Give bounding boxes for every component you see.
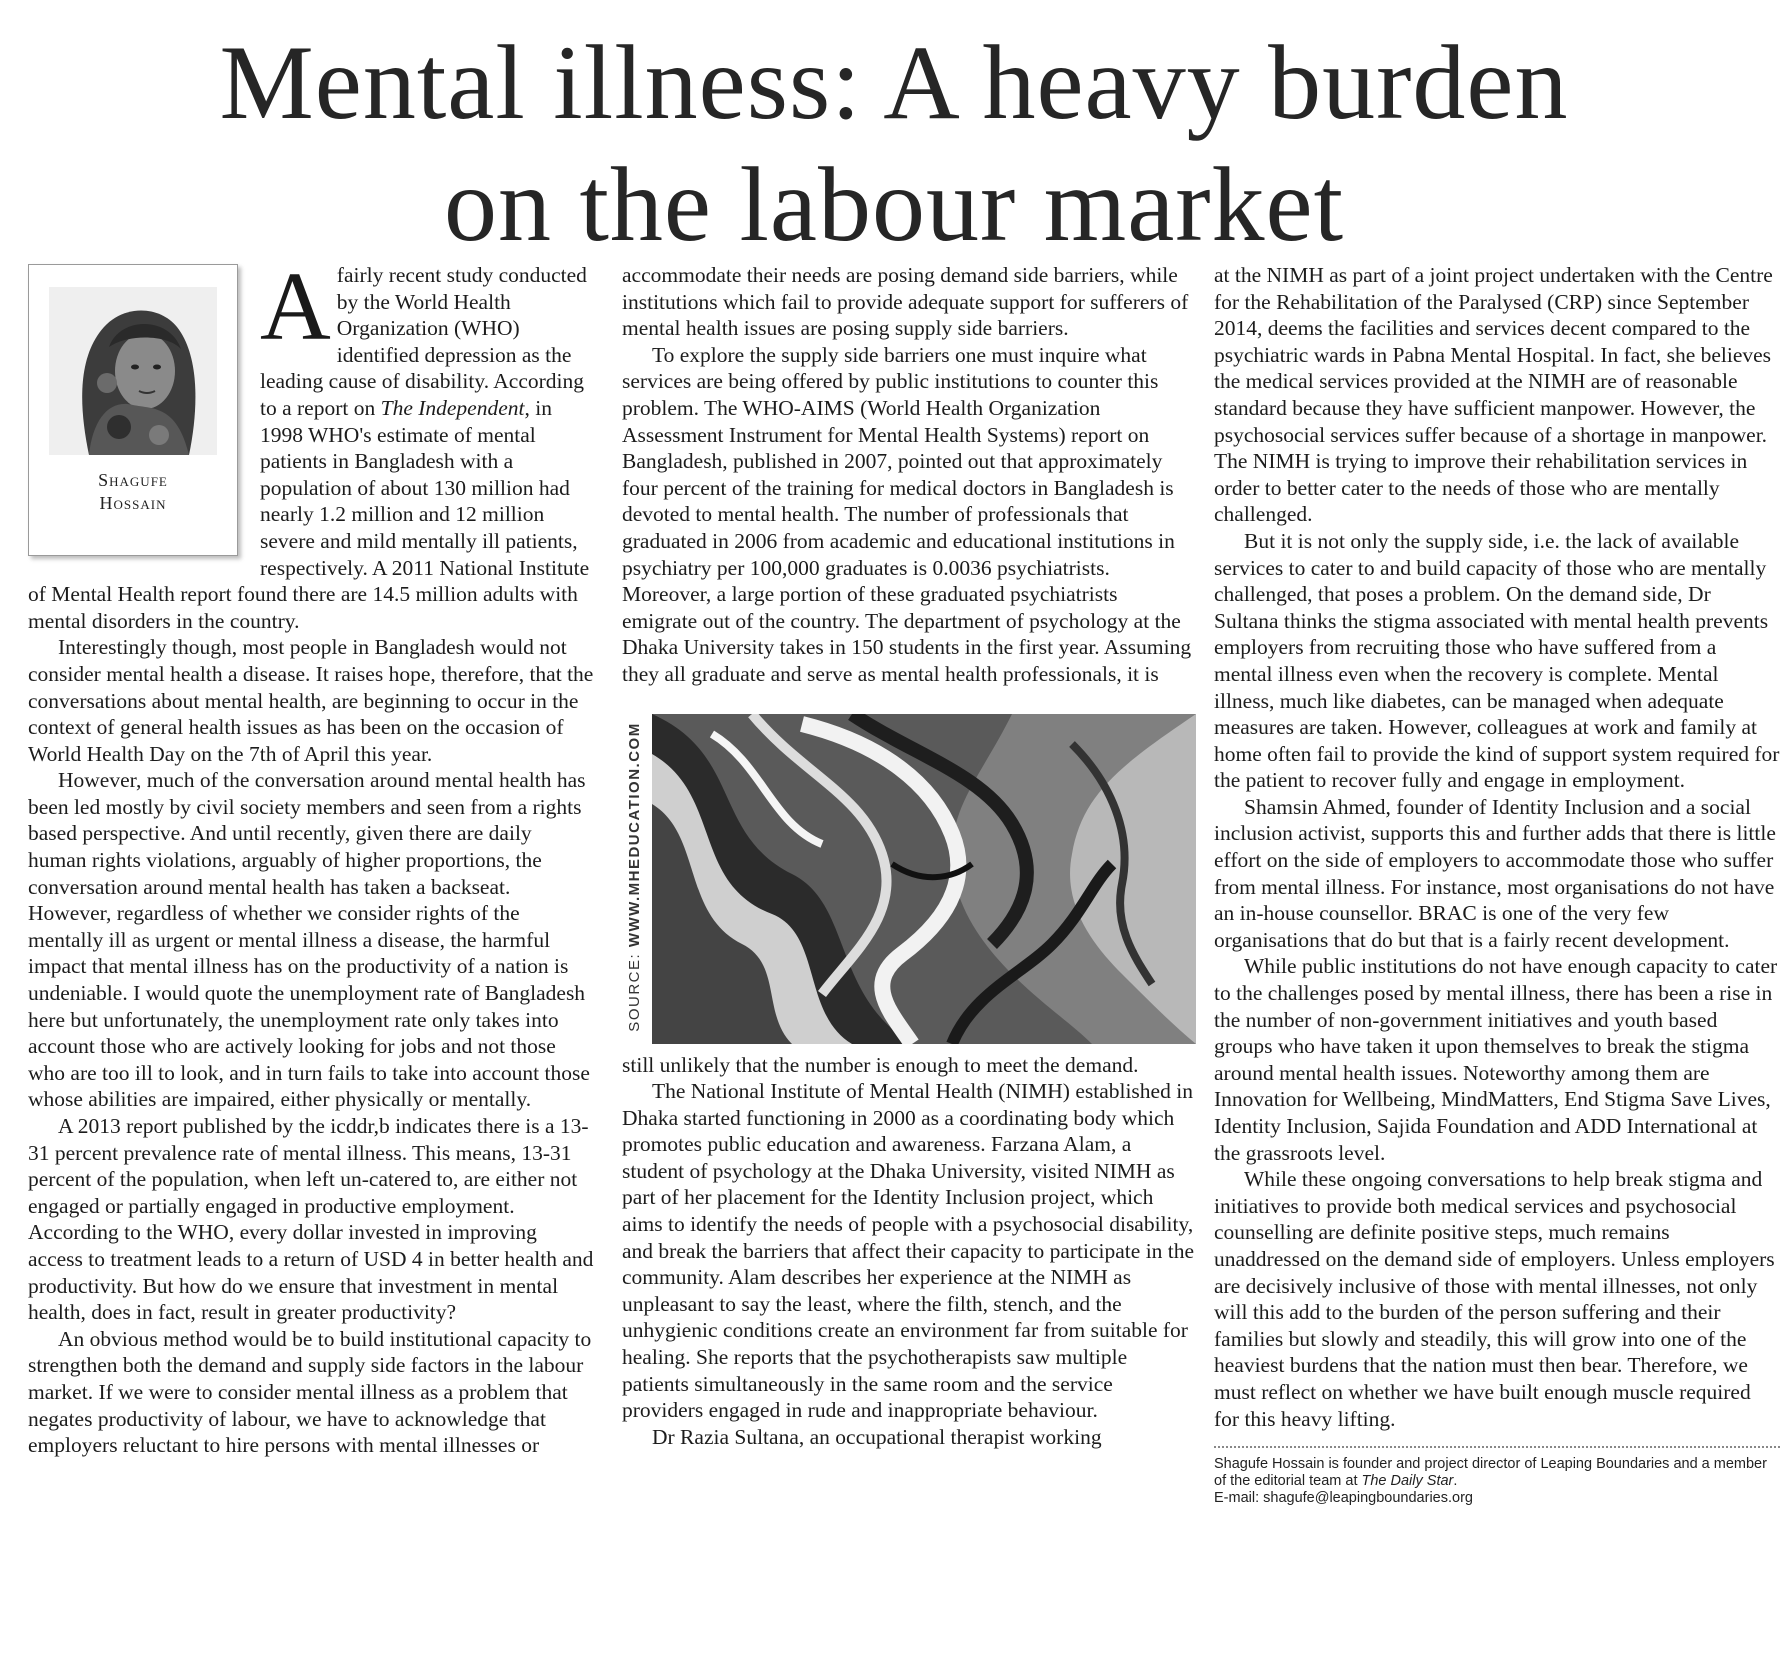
paragraph: An obvious method would be to build institutional capacity to strengthen both the demand and supply side factors in the labour market. If we were to consider mental illness as a problem that negates productivity of labour, we have to acknowledge that employers reluctant to hire persons with mental illnesses or [28, 1326, 592, 1458]
paragraph: The National Institute of Mental Health (NIMH) established in Dhaka started functioning in 2000 as a coordinating body which promotes public education and awareness. Farzana Alam, a student of psychology at the Dhaka University, visited NIMH as part of her placement for the Identity Inclusion project, which aims to identify the needs of people with a psychosocial disability, and break the barriers that affect their capacity to participate in the community. Alam describes her experience at the NIMH as unpleasant to say the least, where the filth, stench, and the unhygienic conditions create an environment far from suitable for healing. She reports that the psychotherapists saw multiple patients simultaneously in the same room and the service providers engaged in rude and inappropriate behaviour. [622, 1079, 1195, 1423]
author-name-line-2: Hossain [99, 493, 167, 513]
paragraph: Shamsin Ahmed, founder of Identity Inclusion and a social inclusion activist, supports this and further adds that there is little effort on the side of employers to accommodate those who suffer from mental illness. For instance, most organisations do not have an in-house counsellor. BRAC is one of the very few organisations that do but that is a fairly recent development. [1214, 794, 1776, 952]
column-3 [1214, 262, 1780, 1507]
author-bio-text: Shagufe Hossain is founder and project director of Leaping Boundaries and a member of the editorial team at [1214, 1456, 1767, 1490]
column-1 [28, 253, 594, 1459]
article-illustration [622, 714, 1196, 1044]
image-credit-label: SOURCE: [626, 946, 643, 1032]
paragraph: While these ongoing conversations to help break stigma and initiatives to provide both medical services and psychosocial counselling are definite positive steps, much remains unaddressed on the demand side of employers. Unless employers are decisively inclusive of those with mental illnesses, not only will this add to the burden of the person suffering and their families but slowly and steadily, this will grow into one of the heaviest burdens that the nation must then bear. Therefore, we must reflect on whether we have built enough muscle required for this heavy lifting. [1214, 1167, 1775, 1431]
author-email: E-mail: shagufe@leapingboundaries.org [1214, 1490, 1473, 1507]
bio-divider [1214, 1446, 1780, 1448]
image-credit-site: WWW.MHEDUCATION.COM [626, 721, 643, 947]
author-bio-end: . [1453, 1473, 1458, 1490]
author-portrait [49, 287, 217, 455]
paragraph: A 2013 report published by the icddr,b indicates there is a 13-31 percent prevalence rate of mental illness. This means, 13-31 percent of the population, when left un-catered to, are either not engaged or partially engaged in productive employment. According to the WHO, every dollar invested in improving access to treatment leads to a return of USD 4 in better health and productivity. But how do we ensure that investment in mental health, does in fact, result in greater productivity? [28, 1114, 594, 1325]
paragraph-text: , in 1998 WHO's estimate of mental patients in Bangladesh with a population of about 130 million had nearly 1.2 million and 12 million severe and mild mentally ill patients, respectively. A 2011 National Institute of Mental Health report found there are 14.5 million adults with mental disorders in the country. [28, 395, 590, 633]
paragraph: While public institutions do not have enough capacity to cater to the challenges posed by mental illness, there has been a rise in the number of non-government initiatives and youth based groups who have taken it upon themselves to break the stigma around mental health issues. Noteworthy among them are Innovation for Wellbeing, MindMatters, End Stigma Save Lives, Identity Inclusion, Sajida Foundation and ADD International at the grassroots level. [1214, 954, 1778, 1165]
headline [0, 22, 1788, 266]
author-name-line-1: Shagufe [98, 470, 168, 490]
author-name [29, 469, 237, 515]
paragraph: But it is not only the supply side, i.e. the lack of available services to cater to and build capacity of those who are mentally challenged, that poses a problem. On the demand side, Dr Sultana thinks the stigma associated with mental health prevents employers from recruiting those who have suffered from a mental illness even when the recovery is complete. Mental illness, much like diabetes, can be managed when adequate measures are taken. However, colleagues at work and family at home often fail to provide the kind of support system required for the patient to recover fully and engage in employment. [1214, 528, 1780, 793]
paragraph: However, much of the conversation around mental health has been led mostly by civil society members and seen from a rights based perspective. And until recently, given there are daily human rights violations, arguably of higher proportions, the conversation around mental health has taken a backseat. However, regardless of whether we consider rights of the mentally ill as urgent or mental illness a disease, the harmful impact that mental illness has on the productivity of a nation is undeniable. I would quote the unemployment rate of Bangladesh here but unfortunately, the unemployment rate only takes into account those who are actively looking for jobs and not those who are too ill to look, and in turn fails to take into account those whose abilities are impaired, either physically or mentally. [28, 768, 590, 1112]
paragraph: Dr Razia Sultana, an occupational therapist working [652, 1424, 1102, 1449]
publication-name: The Independent [380, 395, 525, 420]
paragraph: To explore the supply side barriers one must inquire what services are being offered by public institutions to counter this problem. The WHO-AIMS (World Health Organization Assessment Instrument for Mental Health Systems) report on Bangladesh, published in 2007, pointed out that approximately four percent of the training for medical doctors in Bangladesh is devoted to mental health. The number of professionals that graduated in 2006 from academic and educational institutions in psychiatry per 100,000 graduates is 0.0036 psychiatrists. Moreover, a large portion of these graduated psychiatrists emigrate out of the country. The department of psychology at the Dhaka University takes in 150 students in the first year. Assuming they all graduate and serve as mental health professionals, it is [622, 342, 1192, 686]
paragraph: Interestingly though, most people in Bangladesh would not consider mental health a disease. It raises hope, therefore, that the conversations about mental health, are beginning to occur in the context of general health issues as has been on the occasion of World Health Day on the 7th of April this year. [28, 635, 594, 766]
bio-publication-name: The Daily Star [1361, 1473, 1454, 1490]
column-2 [622, 262, 1196, 1450]
paragraph: at the NIMH as part of a joint project undertaken with the Centre for the Rehabilitation of the Paralysed (CRP) since September 2014, deems the facilities and services decent compared to the psychiatric wards in Pabna Mental Hospital. In fact, she believes the medical services provided at the NIMH are of reasonable standard because they have sufficient manpower. However, the psychosocial services suffer because of a shortage in manpower. The NIMH is trying to improve their rehabilitation services in order to better cater to the needs of those who are mentally challenged. [1214, 263, 1773, 527]
paragraph: accommodate their needs are posing demand side barriers, while institutions which fail to provide adequate support for sufferers of mental health issues are posing supply side barriers. [622, 263, 1189, 341]
drop-cap: A [260, 253, 331, 361]
author-box [28, 264, 238, 556]
headline-line-1: Mental illness: A heavy burden [219, 24, 1569, 141]
image-credit [622, 714, 648, 1044]
paragraph: still unlikely that the number is enough to meet the demand. [622, 1052, 1139, 1077]
author-bio [1214, 1456, 1780, 1507]
headline-line-2: on the labour market [443, 146, 1345, 263]
paragraph-text: fairly recent study conducted by the World Health Organization (WHO) identified depression as the leading cause of disability. According to a report on [260, 263, 587, 420]
abstract-faces-artwork [652, 714, 1196, 1044]
